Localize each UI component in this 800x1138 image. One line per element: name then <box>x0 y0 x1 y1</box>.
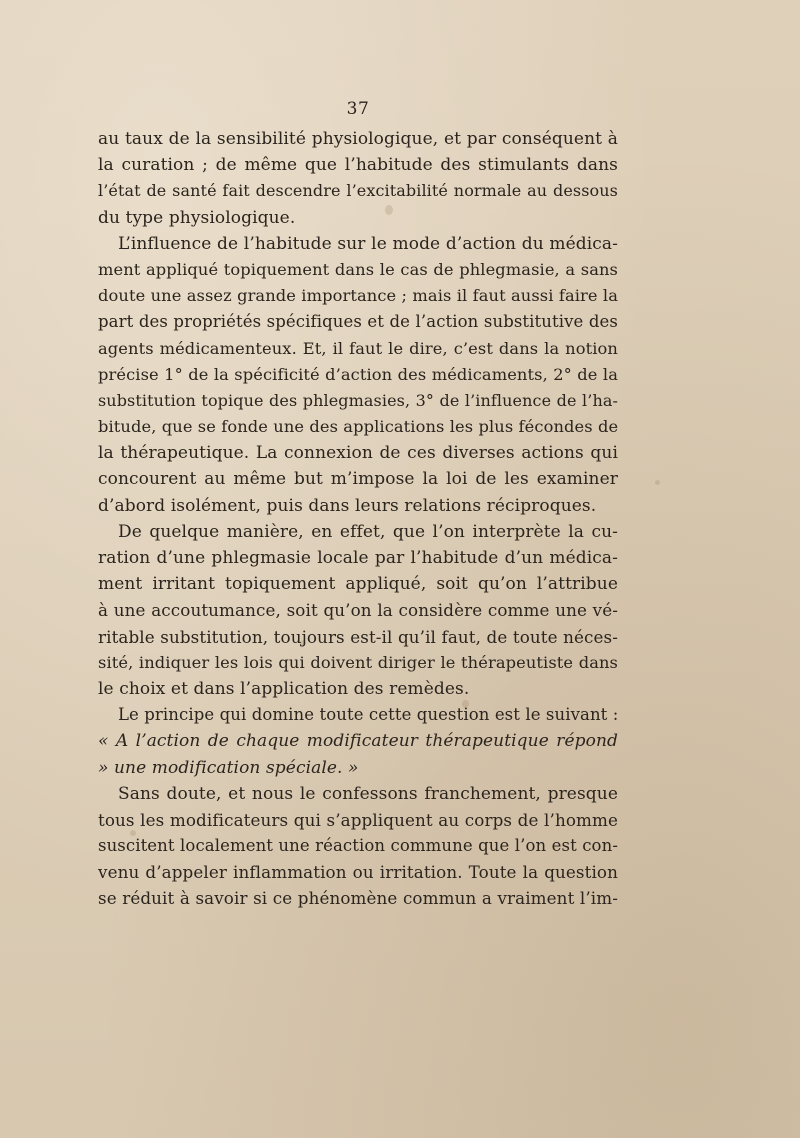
text-line: précise 1° de la spécificité d’action des médicaments, 2° de la <box>98 364 618 384</box>
text-line: du type physiologique. <box>98 207 296 228</box>
text-line: venu d’appeler inflammation ou irritation. Toute la question <box>98 862 618 883</box>
text-line: L’influence de l’habitude sur le mode d’action du médica- <box>118 233 618 254</box>
page-number: 37 <box>346 99 370 119</box>
text-line: Le principe qui domine toute cette question est le suivant : <box>118 705 619 725</box>
text-line: ritable substitution, toujours est-il qu’il faut, de toute néces- <box>98 626 618 647</box>
text-line: bitude, que se fonde une des applications les plus fécondes de <box>98 417 619 437</box>
principle-quote-line: » une modification spéciale. » <box>98 757 359 778</box>
paper-stain <box>655 480 660 485</box>
text-line: sité, indiquer les lois qui doivent diriger le thérapeutiste dans <box>98 652 618 672</box>
text-line: agents médicamenteux. Et, il faut le dire, c’est dans la notion <box>98 338 618 358</box>
text-line: se réduit à savoir si ce phénomène commun a vraiment l’im- <box>98 888 618 909</box>
text-line: doute une assez grande importance ; mais il faut aussi faire la <box>98 286 618 306</box>
text-line: le choix et dans l’application des remèdes. <box>98 678 470 699</box>
text-line: ment appliqué topiquement dans le cas de phlegmasie, a sans <box>98 259 618 279</box>
text-line: d’abord isolément, puis dans leurs relations réciproques. <box>98 495 597 516</box>
text-line: De quelque manière, en effet, que l’on interprète la cu- <box>118 521 618 542</box>
text-line: ration d’une phlegmasie locale par l’habitude d’un médica- <box>98 548 618 568</box>
text-line: tous les modificateurs qui s’appliquent au corps de l’homme <box>98 809 618 830</box>
text-line: au taux de la sensibilité physiologique, et par conséquent à <box>98 129 618 149</box>
text-line: substitution topique des phlegmasies, 3° de l’influence de l’ha- <box>98 390 618 410</box>
text-line: part des propriétés spécifiques et de l’action substitutive des <box>98 312 618 332</box>
text-line: Sans doute, et nous le confessons franchement, presque <box>118 783 618 804</box>
text-line: ment irritant topiquement appliqué, soit qu’on l’attribue <box>98 574 618 595</box>
principle-quote-line: « A l’action de chaque modificateur thérapeutique répond <box>98 731 618 752</box>
text-line: concourent au même but m’impose la loi de les examiner <box>98 469 618 490</box>
text-line: la thérapeutique. La connexion de ces diverses actions qui <box>98 443 618 464</box>
text-line: à une accoutumance, soit qu’on la considère comme une vé- <box>98 600 618 621</box>
text-line: la curation ; de même que l’habitude des stimulants dans <box>98 155 618 176</box>
page-text <box>98 126 618 912</box>
text-line: l’état de santé fait descendre l’excitabilité normale au dessous <box>98 181 618 201</box>
text-line: suscitent localement une réaction commune que l’on est con- <box>98 836 618 856</box>
